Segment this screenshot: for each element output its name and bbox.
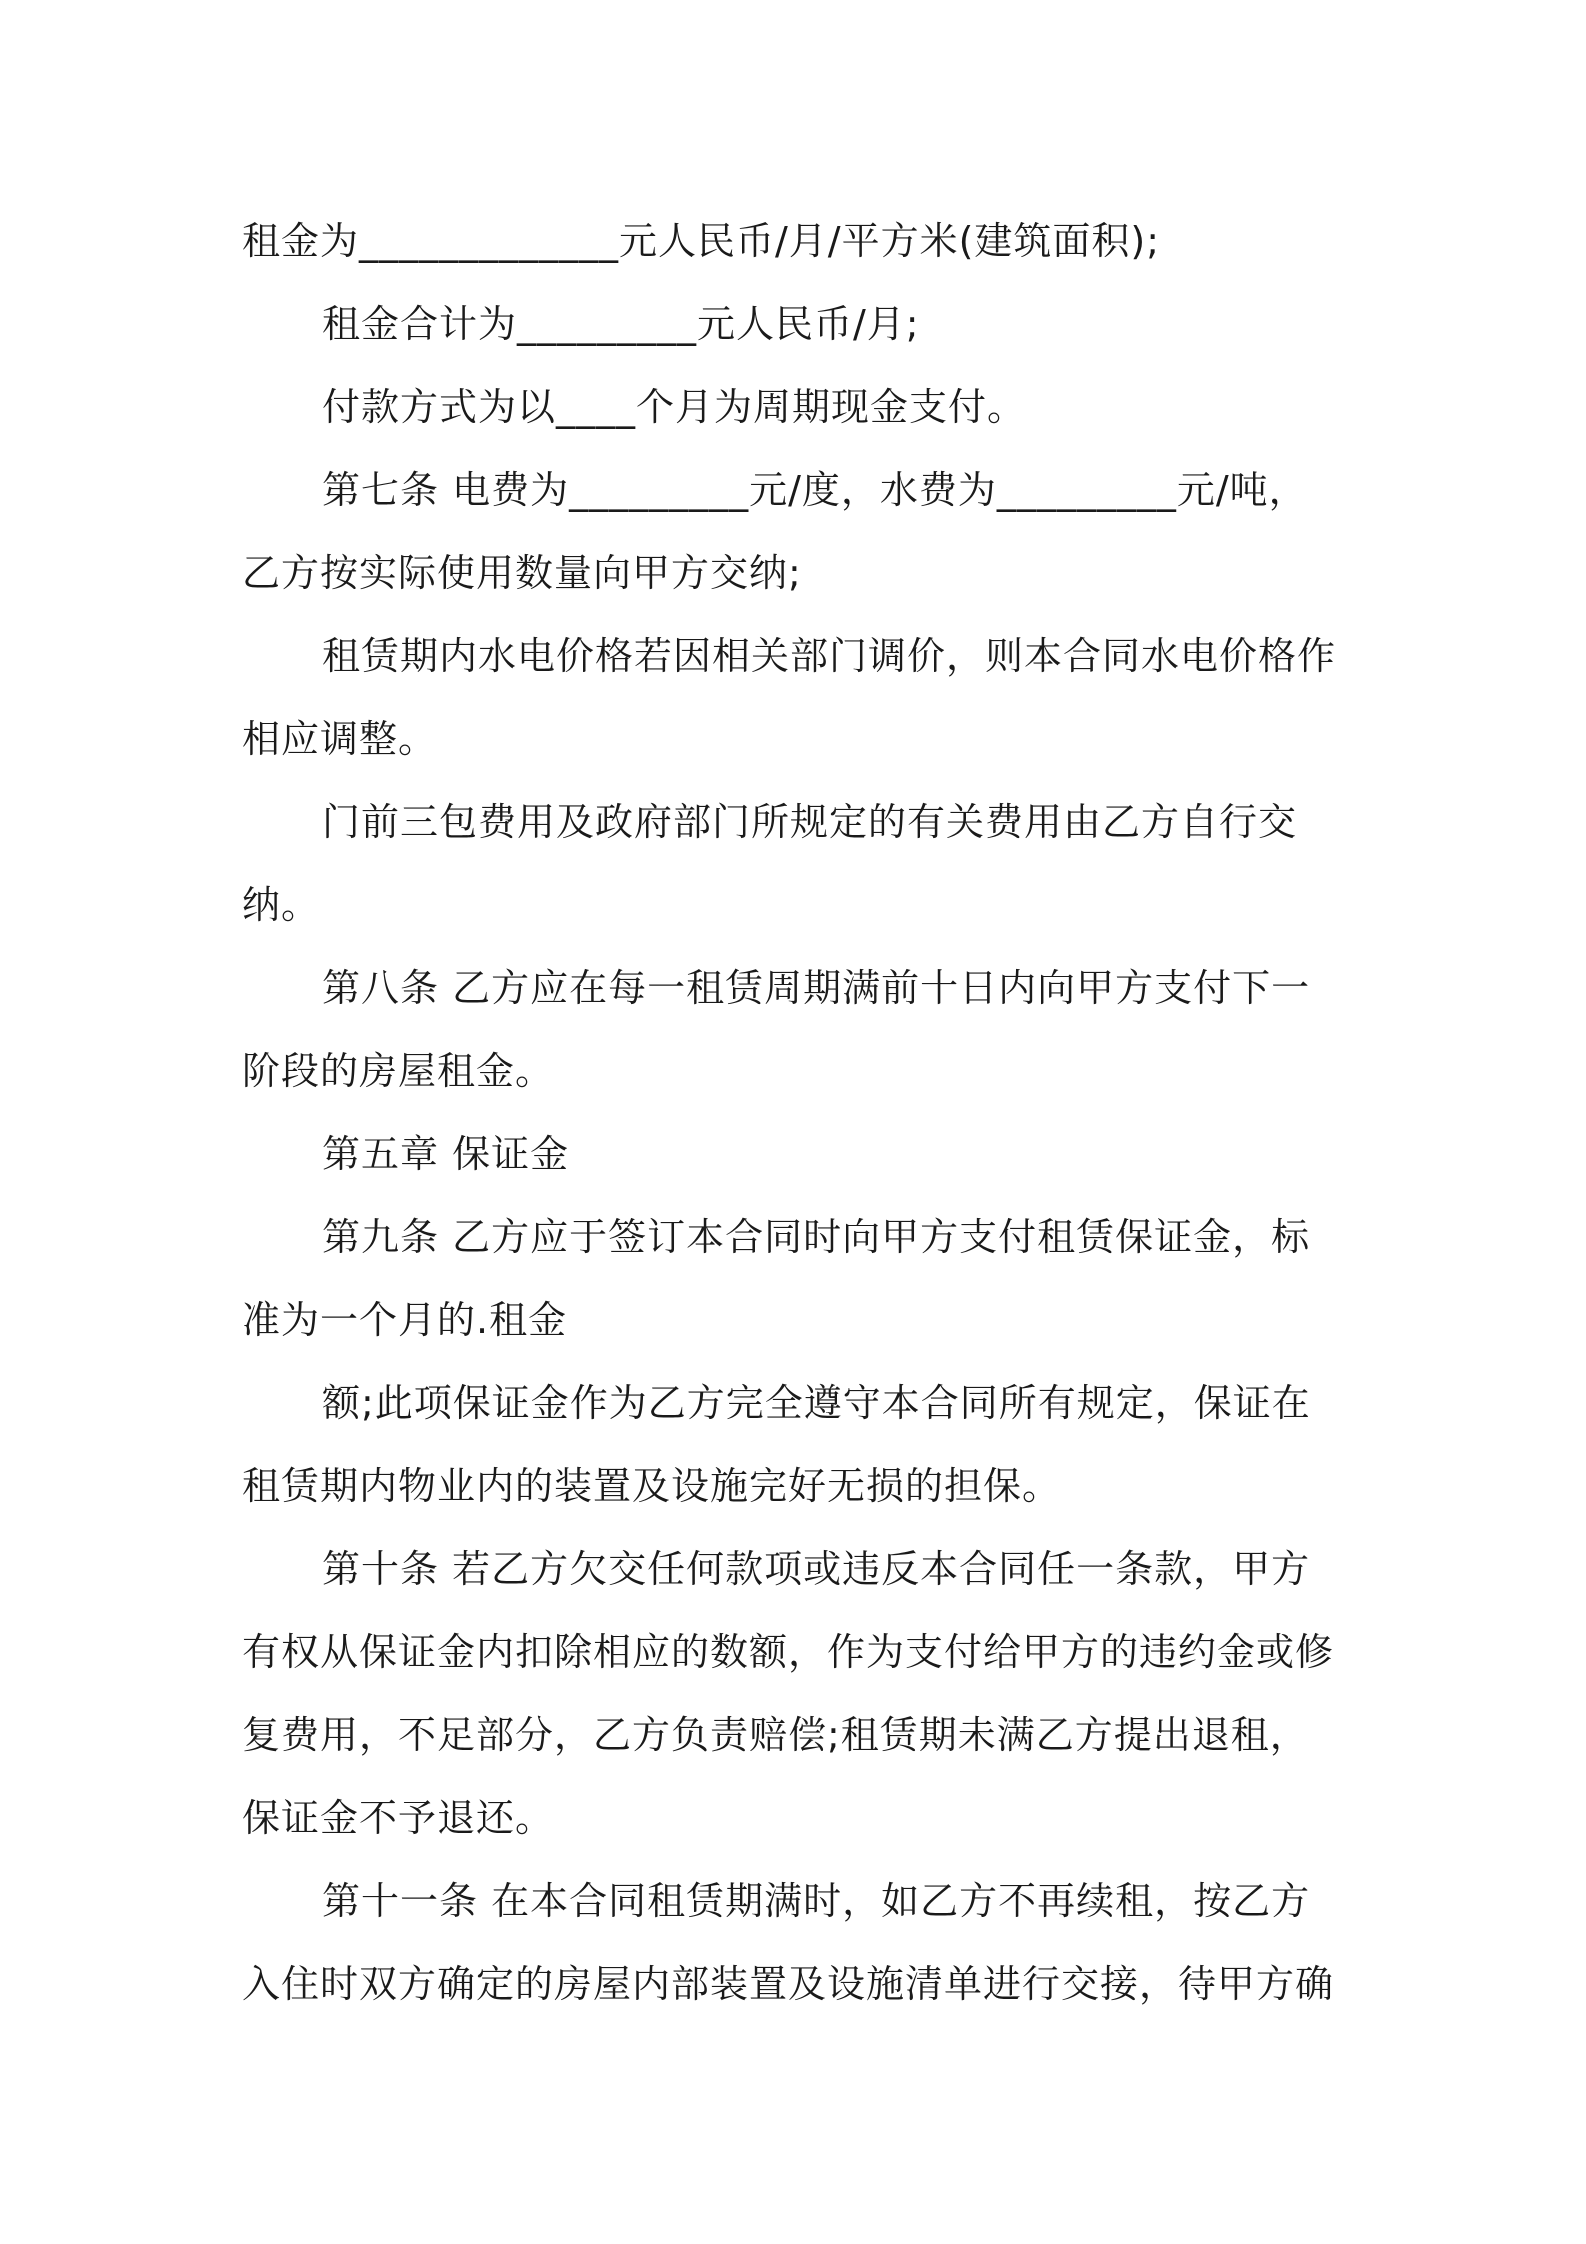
text-line: 租金合计为_________元人民币/月; (322, 302, 920, 346)
text-line: 相应调整。 (242, 717, 438, 761)
text-line: 租金为_____________元人民币/月/平方米(建筑面积); (242, 219, 1161, 263)
contract-body (242, 200, 1352, 2026)
article-10-line: 第十条 若乙方欠交任何款项或违反本合同任一条款，甲方 (322, 1547, 1311, 1591)
text-line: 纳。 (242, 883, 321, 927)
article-11-line: 第十一条 在本合同租赁期满时，如乙方不再续租，按乙方 (322, 1879, 1311, 1923)
text-line: 保证金不予退还。 (242, 1796, 555, 1840)
text-line: 租赁期内物业内的装置及设施完好无损的担保。 (242, 1464, 1062, 1508)
article-7-line: 第七条 电费为_________元/度，水费为_________元/吨， (322, 468, 1308, 512)
text-line: 复费用，不足部分，乙方负责赔偿;租赁期未满乙方提出退租， (242, 1713, 1309, 1757)
text-line: 乙方按实际使用数量向甲方交纳; (242, 551, 802, 595)
text-line: 阶段的房屋租金。 (242, 1049, 555, 1093)
text-line: 有权从保证金内扣除相应的数额，作为支付给甲方的违约金或修 (242, 1630, 1335, 1674)
article-9-line: 第九条 乙方应于签订本合同时向甲方支付租赁保证金，标 (322, 1215, 1311, 1259)
text-line: 准为一个月的.租金 (242, 1298, 568, 1342)
text-line: 入住时双方确定的房屋内部装置及设施清单进行交接，待甲方确 (242, 1962, 1335, 2006)
text-line: 租赁期内水电价格若因相关部门调价，则本合同水电价格作 (322, 634, 1337, 678)
chapter-5-heading: 第五章 保证金 (322, 1132, 570, 1176)
text-line: 付款方式为以____个月为周期现金支付。 (322, 385, 1027, 429)
text-line: 额;此项保证金作为乙方完全遵守本合同所有规定，保证在 (322, 1381, 1311, 1425)
text-line: 门前三包费用及政府部门所规定的有关费用由乙方自行交 (322, 800, 1298, 844)
article-8-line: 第八条 乙方应在每一租赁周期满前十日内向甲方支付下一 (322, 966, 1311, 1010)
